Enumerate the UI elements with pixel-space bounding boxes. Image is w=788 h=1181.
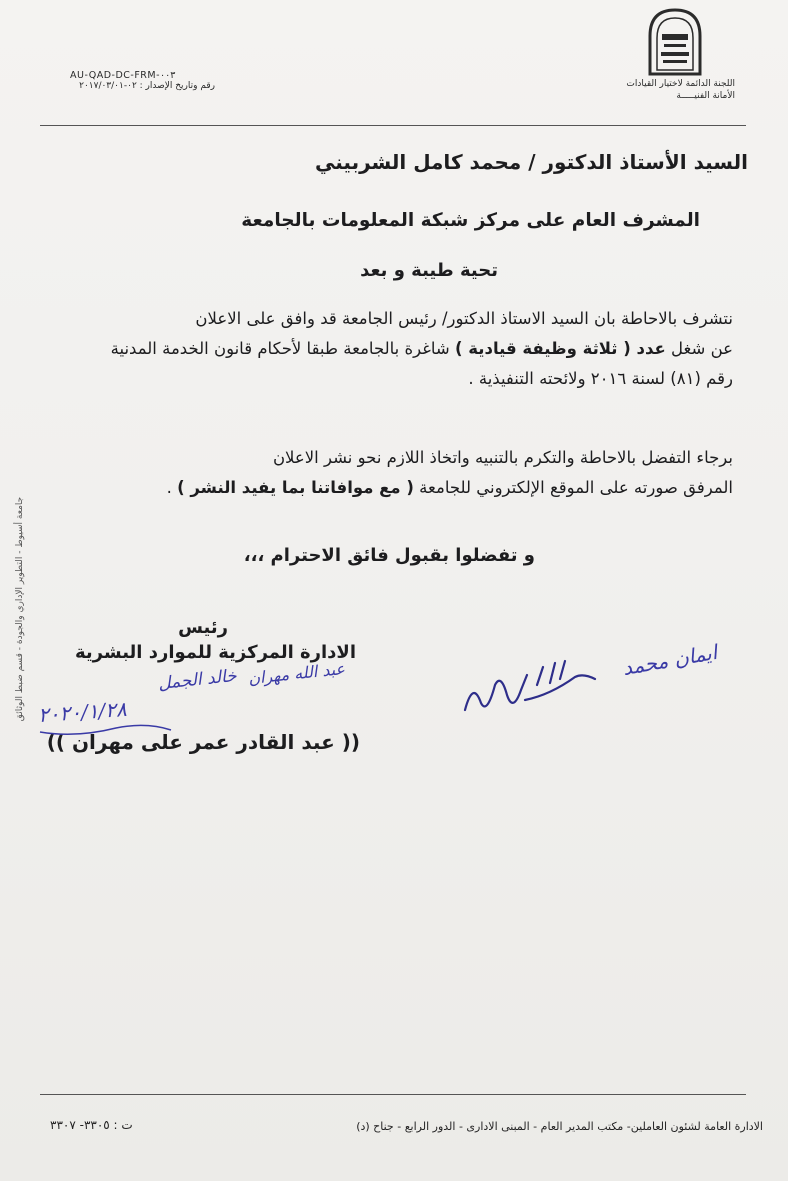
p2-line2-bold: ( مع موافاتنا بما يفيد النشر )	[177, 478, 414, 497]
p1-line3: رقم (٨١) لسنة ٢٠١٦ ولائحته التنفيذية .	[468, 369, 733, 388]
footer-phone: ت : ٣٣٠٥- ٣٣٠٧	[50, 1118, 133, 1132]
greeting: تحية طيبة و بعد	[360, 260, 498, 281]
handwritten-date: ٢٠٢٠/١/٢٨	[37, 696, 128, 728]
issue-date: رقم وتاريخ الإصدار : ٠٢-٢٠١٧/٠٣/٠١	[79, 81, 215, 91]
signatory-department: الادارة المركزية للموارد البشرية	[75, 642, 356, 663]
p2-line2-end: .	[166, 478, 178, 497]
footer-divider	[40, 1094, 746, 1095]
date-underline	[36, 702, 176, 740]
p2-line1: برجاء التفضل بالاحاطة والتكرم بالتنبيه واتخاذ اللازم نحو نشر الاعلان	[272, 448, 733, 467]
committee-header	[570, 78, 735, 102]
addressee-line1: السيد الأستاذ الدكتور / محمد كامل الشربيني	[315, 150, 748, 174]
signatory-name: (( عبد القادر عمر على مهران ))	[46, 730, 360, 754]
closing-line: و تفضلوا بقبول فائق الاحترام ،،،	[243, 545, 535, 566]
p2-line2	[167, 473, 733, 503]
p1-line2-end: شاغرة بالجامعة طبقا لأحكام قانون الخدمة المدنية	[110, 339, 455, 358]
university-logo	[644, 6, 706, 76]
handwritten-initials: ايمان محمد	[620, 639, 719, 681]
side-stamp-text: جامعة أسيوط - التطوير الإداري والجودة - قسم ضبط الوثائق	[15, 496, 25, 722]
form-info	[40, 70, 215, 91]
p2-line2-start: المرفق صورته على الموقع الإلكتروني للجامعة	[413, 478, 733, 497]
handwritten-note-1: خالد الجمل	[157, 665, 238, 695]
p1-line1: نتشرف بالاحاطة بان السيد الاستاذ الدكتور/ رئيس الجامعة قد وافق على الاعلان	[195, 309, 733, 328]
handwritten-note-2: عبد الله مهران	[247, 658, 346, 689]
paragraph-2	[167, 443, 733, 503]
signatory-title: رئيس	[178, 617, 228, 638]
paragraph-1	[111, 304, 733, 394]
side-stamp	[14, 490, 26, 730]
p1-line2	[111, 334, 733, 364]
p1-line2-bold: عدد ( ثلاثة وظيفة قيادية )	[454, 339, 666, 358]
form-code: AU-QAD-DC-FRM-٠٠٣	[70, 70, 176, 81]
committee-line2: الأمانة الفنيـــــة	[676, 91, 735, 101]
footer-address: الادارة العامة لشئون العاملين- مكتب المدير العام - المبنى الادارى - الدور الرابع - جناح (د)	[356, 1120, 763, 1133]
addressee-title: المشرف العام على مركز شبكة المعلومات بالجامعة	[241, 210, 700, 231]
committee-line1: اللجنة الدائمة لاختيار القيادات	[626, 79, 735, 89]
signature-scribble	[455, 655, 605, 725]
p1-line2-start: عن شغل	[665, 339, 733, 358]
header-divider	[40, 125, 746, 126]
